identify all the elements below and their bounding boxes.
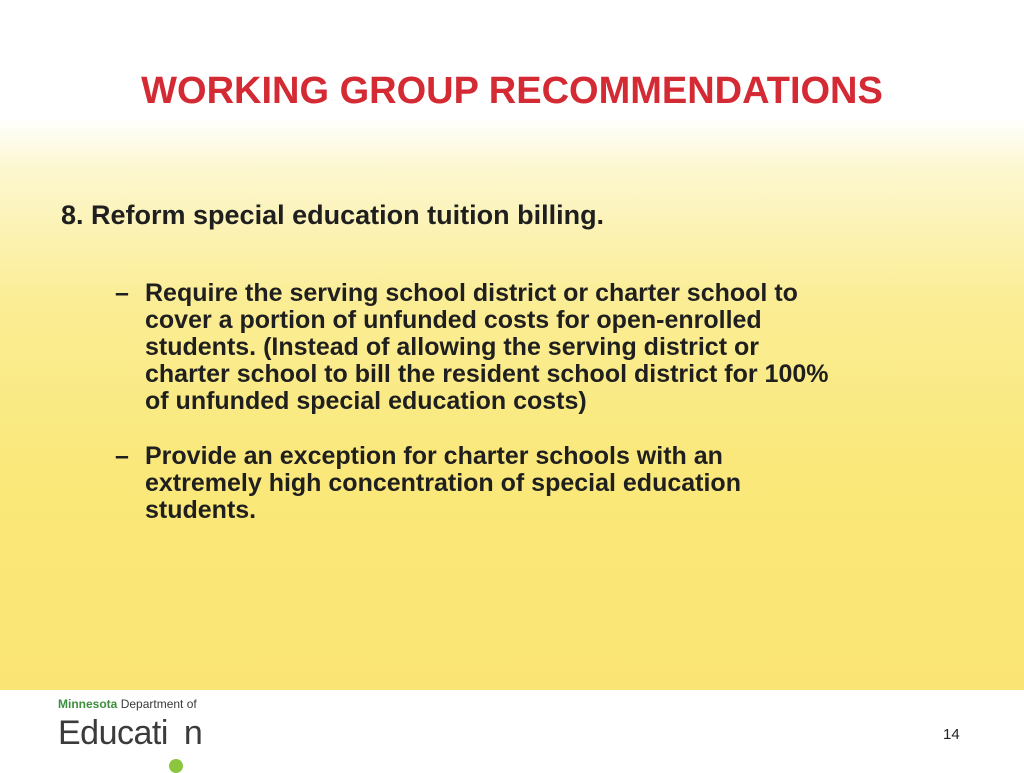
mde-logo <box>58 697 202 753</box>
apple-icon <box>169 759 183 773</box>
recommendation-heading: 8. Reform special education tuition billing. <box>61 200 605 230</box>
slide-title: WORKING GROUP RECOMMENDATIONS <box>141 70 883 112</box>
bullet-marker: – <box>115 279 129 307</box>
logo-word-prefix: Educati <box>58 714 168 752</box>
bullet-item <box>115 280 935 415</box>
bullet-marker: – <box>115 442 129 470</box>
logo-state: Minnesota <box>58 697 118 711</box>
page-number: 14 <box>943 726 960 743</box>
logo-wordmark <box>58 713 202 753</box>
bullet-text: Provide an exception for charter schools with an extremely high concentration of special education students. <box>145 442 741 524</box>
logo-department-line <box>58 697 202 711</box>
logo-word-suffix: n <box>183 714 203 752</box>
logo-dept: Department of <box>120 697 197 711</box>
bullet-item <box>115 443 935 524</box>
bullet-text: Require the serving school district or charter school to cover a portion of unfunded costs for open-enrolled students. (Instead of allowing the serving district or charter school to bill the resident school district for 100% of unfunded special education costs) <box>145 279 829 415</box>
